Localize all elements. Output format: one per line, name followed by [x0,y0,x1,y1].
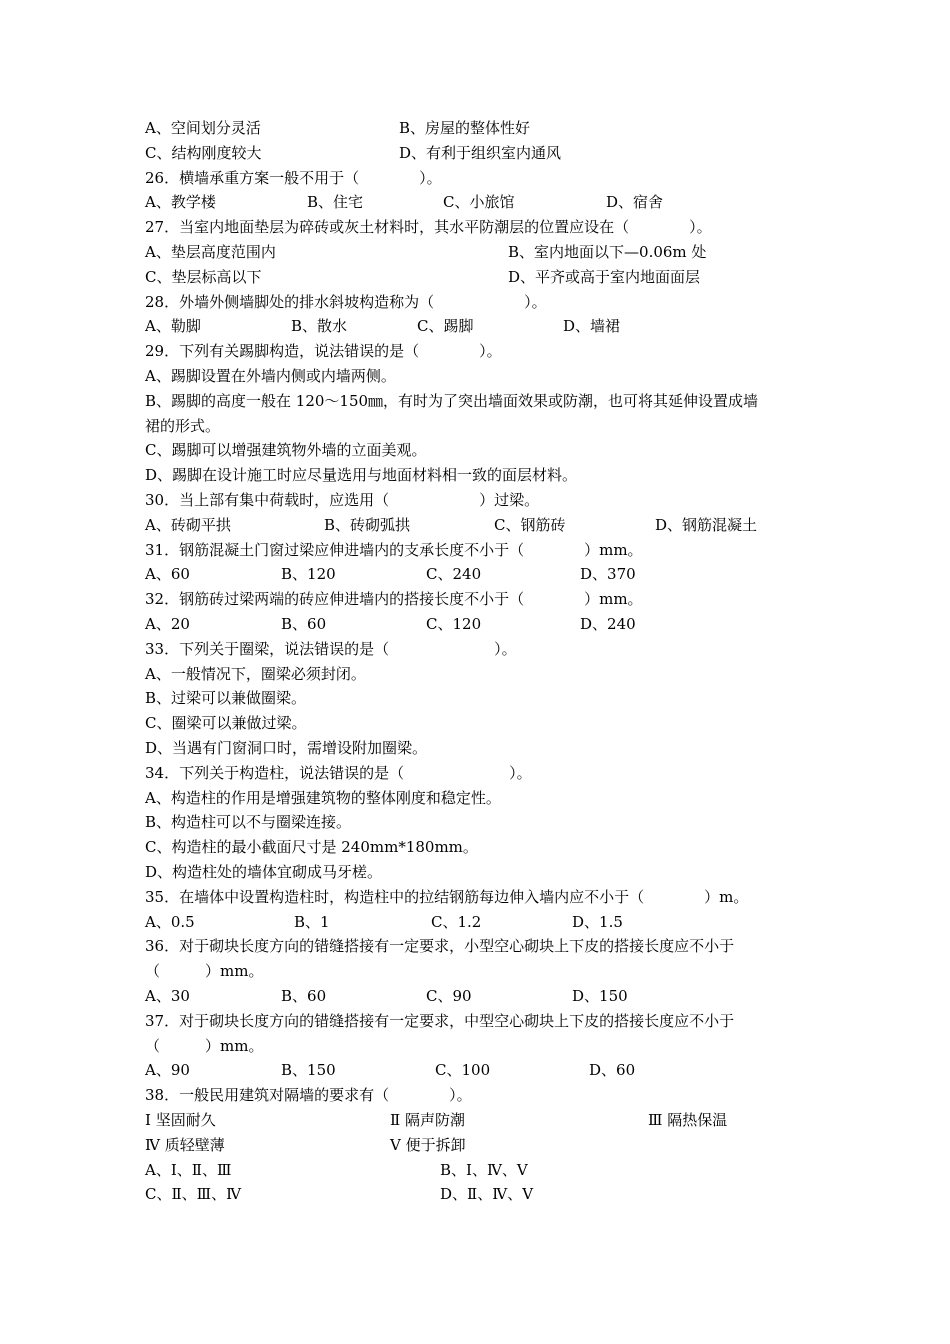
option-text: B、砖砌弧拱 [324,515,411,534]
option-text: D、有利于组织室内通风 [399,143,562,162]
option-text: B、Ⅰ、Ⅳ、Ⅴ [440,1160,528,1179]
line-text: 31．钢筋混凝土门窗过梁应伸进墙内的支承长度不小于（ ）mm。 [145,540,643,559]
line-text: 裙的形式。 [145,416,221,435]
option-text: Ⅱ 隔声防潮 [390,1111,465,1129]
option-text: D、平齐或高于室内地面面层 [508,267,701,286]
line-text: 33．下列关于圈梁，说法错误的是（ ）。 [145,639,517,658]
line-text: D、踢脚在设计施工时应尽量选用与地面材料相一致的面层材料。 [145,466,578,485]
option-text: C、240 [426,565,482,584]
line-text: C、踢脚可以增强建筑物外墙的立面美观。 [145,441,427,460]
line-text: 27．当室内地面垫层为碎砖或灰土材料时，其水平防潮层的位置应设在（ ）。 [145,218,712,237]
line-text: A、构造柱的作用是增强建筑物的整体刚度和稳定性。 [145,788,501,807]
line-text: B、构造柱可以不与圈梁连接。 [145,813,352,832]
line-text: 28．外墙外侧墙脚处的排水斜坡构造称为（ ）。 [145,292,547,311]
option-text: D、宿舍 [606,193,664,212]
option-text: C、结构刚度较大 [145,143,262,162]
line-text: B、踢脚的高度一般在 120～150㎜，有时为了突出墙面效果或防潮，也可将其延伸设置成墙 [145,391,759,410]
option-text: C、垫层标高以下 [145,267,262,286]
option-text: D、150 [572,987,628,1005]
option-text: C、小旅馆 [443,193,515,212]
option-text: Ⅴ 便于拆卸 [390,1135,466,1154]
option-text: B、住宅 [307,193,364,212]
option-text: C、1.2 [431,912,482,931]
option-text: C、Ⅱ、Ⅲ、Ⅳ [145,1185,242,1204]
option-text: D、370 [580,565,636,584]
line-text: 36．对于砌块长度方向的错缝搭接有一定要求，小型空心砌块上下皮的搭接长度应不小于 [145,937,735,956]
option-text: A、砖砌平拱 [145,515,231,534]
line-text: 35．在墙体中设置构造柱时，构造柱中的拉结钢筋每边伸入墙内应不小于（ ）m。 [145,887,749,906]
option-text: B、1 [294,912,330,931]
option-text: D、1.5 [572,912,623,931]
line-text: 32．钢筋砖过梁两端的砖应伸进墙内的搭接长度不小于（ ）mm。 [145,590,643,609]
line-text: 30．当上部有集中荷载时，应选用（ ）过梁。 [145,491,540,509]
line-text: D、构造柱处的墙体宜砌成马牙槎。 [145,863,383,881]
option-text: Ⅳ 质轻壁薄 [145,1135,225,1154]
option-text: B、室内地面以下—0.06m 处 [508,243,707,261]
line-text: 38．一般民用建筑对隔墙的要求有（ ）。 [145,1086,472,1105]
option-text: A、Ⅰ、Ⅱ、Ⅲ [145,1160,232,1179]
option-text: A、90 [145,1061,190,1080]
line-text: B、过梁可以兼做圈梁。 [145,689,307,708]
option-text: D、60 [589,1061,636,1080]
option-text: A、勒脚 [145,317,201,336]
option-text: A、空间划分灵活 [145,119,261,137]
line-text: C、圈梁可以兼做过梁。 [145,714,307,733]
line-text: 29．下列有关踢脚构造，说法错误的是（ ）。 [145,342,502,361]
option-text: B、60 [281,615,327,633]
line-text: （ ）mm。 [145,962,264,981]
option-text: A、教学楼 [145,193,216,212]
option-text: C、100 [435,1061,491,1080]
option-text: A、垫层高度范围内 [145,243,276,261]
option-text: B、散水 [291,317,348,336]
line-text: 26．横墙承重方案一般不用于（ ）。 [145,168,442,187]
option-text: B、60 [281,987,327,1005]
line-text: 34．下列关于构造柱，说法错误的是（ ）。 [145,763,532,782]
line-text: A、踢脚设置在外墙内侧或内墙两侧。 [145,367,396,385]
option-text: Ⅰ 坚固耐久 [145,1111,216,1129]
line-text: C、构造柱的最小截面尺寸是 240mm*180mm。 [145,838,478,857]
option-text: A、60 [145,565,190,584]
line-text: 37．对于砌块长度方向的错缝搭接有一定要求，中型空心砌块上下皮的搭接长度应不小于 [145,1011,735,1030]
option-text: B、房屋的整体性好 [399,119,531,137]
option-text: B、150 [281,1061,336,1080]
line-text: D、当遇有门窗洞口时，需增设附加圈梁。 [145,739,428,757]
option-text: B、120 [281,565,336,584]
option-text: C、踢脚 [417,317,474,336]
option-text: C、90 [426,987,472,1005]
line-text: （ ）mm。 [145,1036,264,1055]
option-text: C、120 [426,615,482,633]
line-text: A、一般情况下，圈梁必须封闭。 [145,664,366,683]
option-text: C、钢筋砖 [494,515,566,534]
option-text: D、Ⅱ、Ⅳ、Ⅴ [440,1185,534,1204]
option-text: D、墙裙 [563,317,621,336]
option-text: D、240 [580,615,636,633]
option-text: Ⅲ 隔热保温 [648,1111,728,1129]
option-text: A、0.5 [145,912,195,931]
option-text: A、20 [145,615,190,633]
option-text: D、钢筋混凝土 [655,515,758,534]
option-text: A、30 [145,987,190,1005]
